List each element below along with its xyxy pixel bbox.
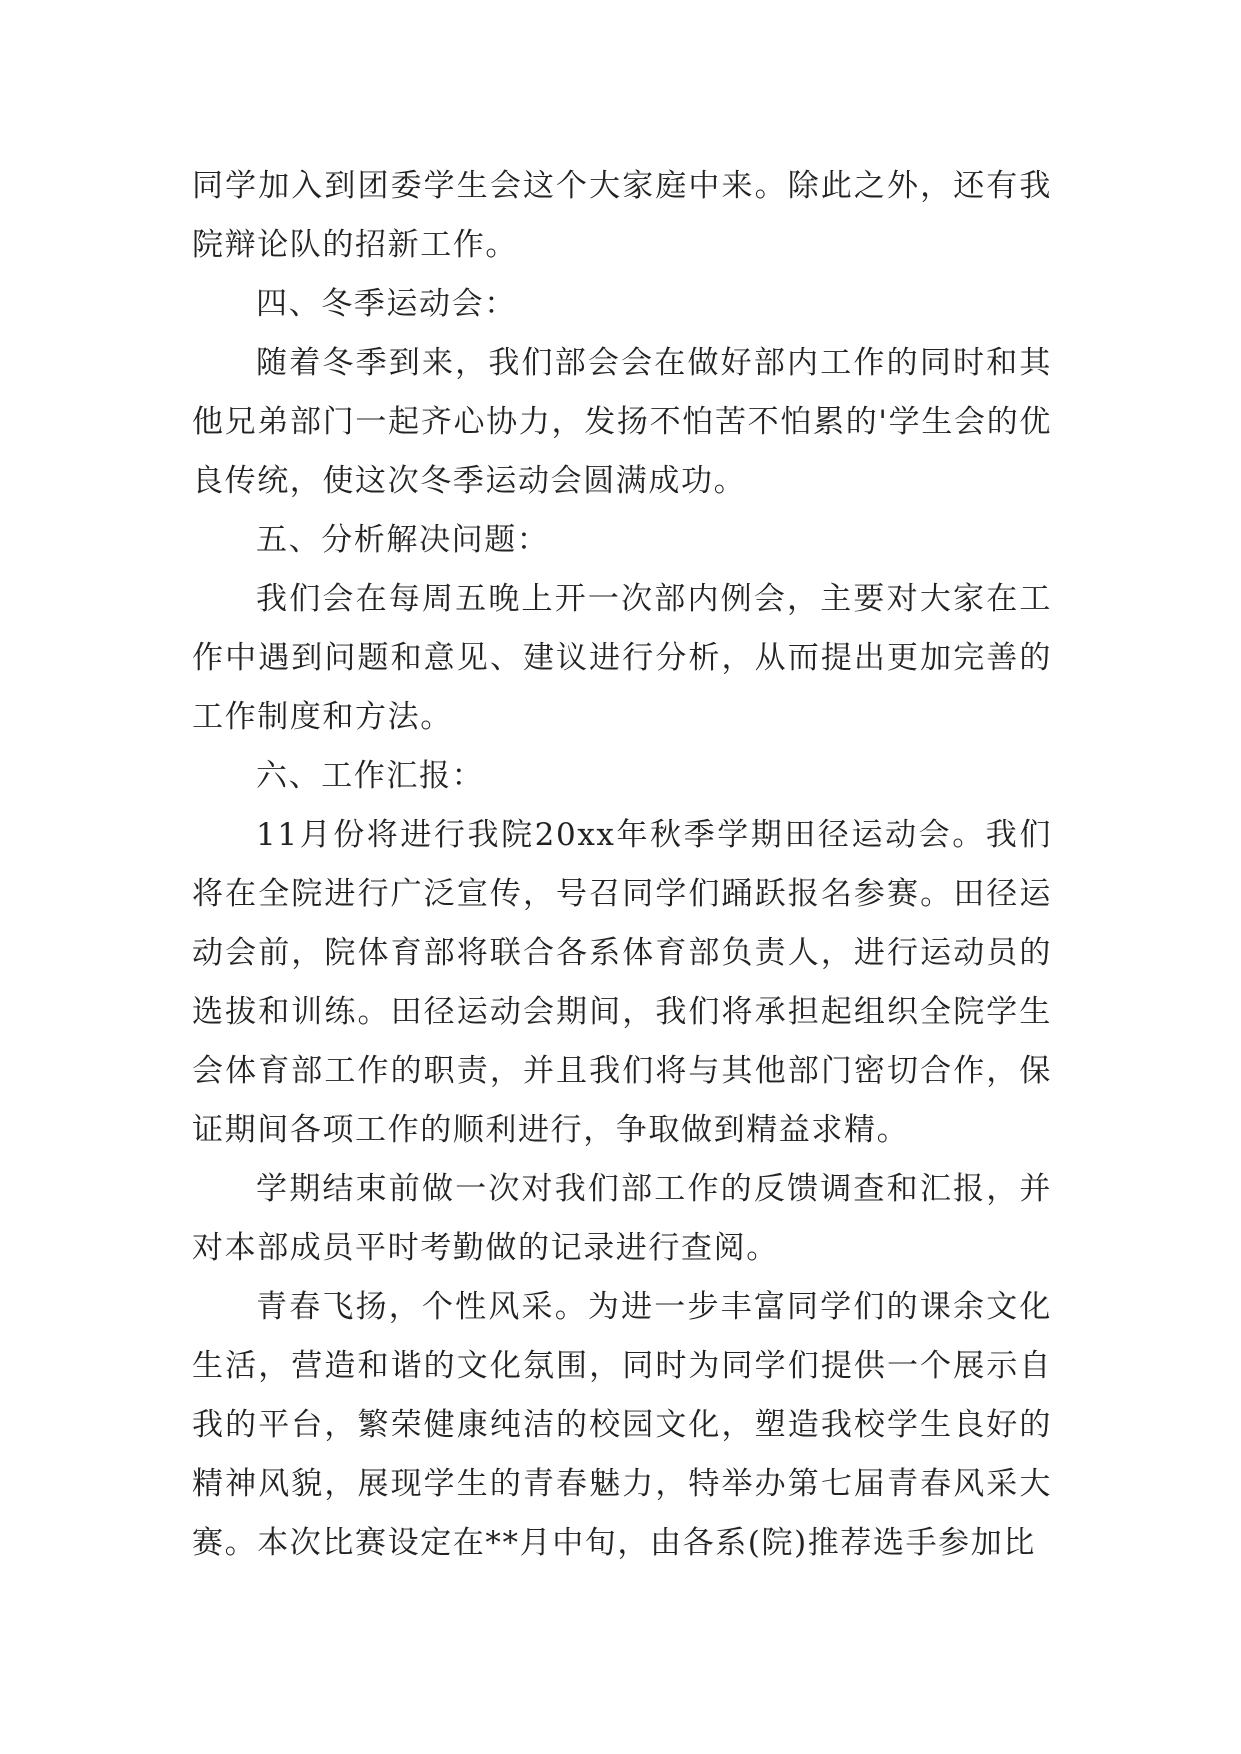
- section-heading-winter-sports: 四、冬季运动会：: [256, 286, 517, 322]
- section-heading-work-report: 六、工作汇报：: [256, 758, 485, 794]
- paragraph-track-meet: 11月份将进行我院20xx年秋季学期田径运动会。我们将在全院进行广泛宣传，号召同学们踊跃报名参赛。田径运动会前，院体育部将联合各系体育部负责人，进行运动员的选拔和训练。田径运动会期间，我们将承担起组织全院学生会体育部工作的职责，并且我们将与其他部门密切合作，保证期间各项工作的顺利进行，争取做到精益求精。: [192, 817, 1052, 1148]
- paragraph-problem-solving: 我们会在每周五晚上开一次部内例会，主要对大家在工作中遇到问题和意见、建议进行分析，从而提出更加完善的工作制度和方法。: [192, 581, 1052, 735]
- paragraph-semester-feedback: 学期结束前做一次对我们部工作的反馈调查和汇报，并对本部成员平时考勤做的记录进行查阅。: [192, 1171, 1052, 1266]
- paragraph-youth-contest: 青春飞扬，个性风采。为进一步丰富同学们的课余文化生活，营造和谐的文化氛围，同时为同学们提供一个展示自我的平台，繁荣健康纯洁的校园文化，塑造我校学生良好的精神风貌，展现学生的青春魅力，特举办第七届青春风采大赛。本次比赛设定在**月中旬，由各系(院)推荐选手参加比: [192, 1289, 1052, 1561]
- paragraph-winter-sports: 随着冬季到来，我们部会会在做好部内工作的同时和其他兄弟部门一起齐心协力，发扬不怕苦不怕累的'学生会的优良传统，使这次冬季运动会圆满成功。: [192, 345, 1052, 499]
- paragraph-1: 同学加入到团委学生会这个大家庭中来。除此之外，还有我院辩论队的招新工作。: [192, 168, 1052, 263]
- document-body: [192, 157, 1052, 1573]
- section-heading-problem-solving: 五、分析解决问题：: [256, 522, 550, 558]
